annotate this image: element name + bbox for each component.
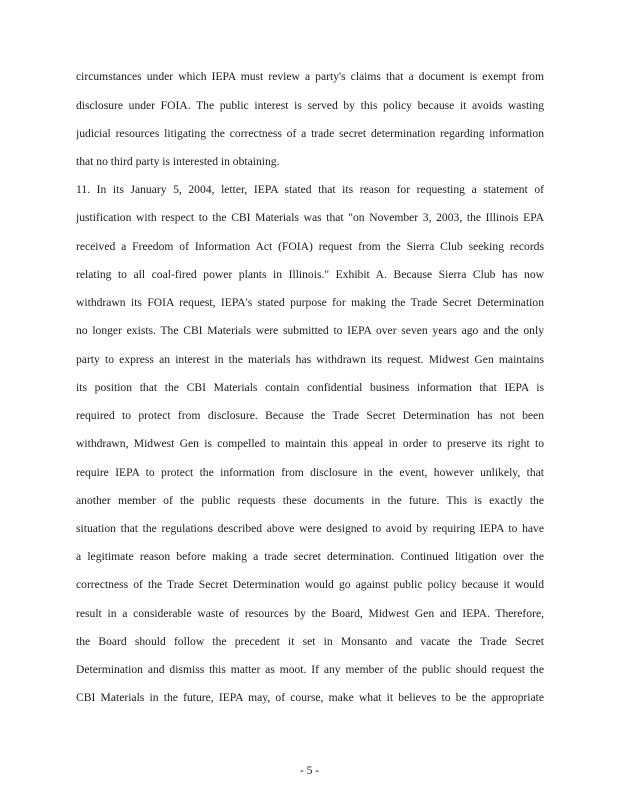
body-line-8: relating to all coal-fired power plants in Illinois." Exhibit A. Because Sierra Club has now <box>76 268 544 281</box>
body-line-14: withdrawn, Midwest Gen is compelled to maintain this appeal in order to preserve its right to <box>76 437 544 450</box>
body-line-2: disclosure under FOIA. The public interest is served by this policy because it avoids wasting <box>76 99 544 112</box>
body-line-3: judicial resources litigating the correctness of a trade secret determination regarding information <box>76 127 544 140</box>
body-line-9: withdrawn its FOIA request, IEPA's stated purpose for making the Trade Secret Determination <box>76 296 544 309</box>
page-number: - 5 - <box>299 764 320 777</box>
body-line-11: party to express an interest in the materials has withdrawn its request. Midwest Gen maintains <box>76 353 544 366</box>
body-line-15: require IEPA to protect the information from disclosure in the event, however unlikely, that <box>76 466 544 479</box>
body-line-21: the Board should follow the precedent it set in Monsanto and vacate the Trade Secret <box>76 635 544 648</box>
body-line-6: justification with respect to the CBI Materials was that "on November 3, 2003, the Illinois EPA <box>76 211 544 224</box>
body-line-1: circumstances under which IEPA must review a party's claims that a document is exempt from <box>76 70 544 83</box>
body-line-10: no longer exists. The CBI Materials were submitted to IEPA over seven years ago and the only <box>76 324 544 337</box>
body-line-12: its position that the CBI Materials contain confidential business information that IEPA is <box>76 381 544 394</box>
body-line-19: correctness of the Trade Secret Determination would go against public policy because it would <box>76 578 544 591</box>
body-line-4: that no third party is interested in obtaining. <box>76 155 280 168</box>
body-line-7: received a Freedom of Information Act (FOIA) request from the Sierra Club seeking records <box>76 240 544 253</box>
body-line-18: a legitimate reason before making a trade secret determination. Continued litigation over the <box>76 550 544 563</box>
body-line-16: another member of the public requests these documents in the future. This is exactly the <box>76 494 544 507</box>
body-line-23: CBI Materials in the future, IEPA may, of course, make what it believes to be the appropriate <box>76 691 544 704</box>
body-line-13: required to protect from disclosure. Because the Trade Secret Determination has not been <box>76 409 544 422</box>
body-line-20: result in a considerable waste of resources by the Board, Midwest Gen and IEPA. Therefore, <box>76 607 544 620</box>
body-line-22: Determination and dismiss this matter as moot. If any member of the public should request the <box>76 663 544 676</box>
paragraph-11-line-1: 11. In its January 5, 2004, letter, IEPA stated that its reason for requesting a statement of <box>76 183 544 196</box>
body-line-17: situation that the regulations described above were designed to avoid by requiring IEPA to have <box>76 522 544 535</box>
